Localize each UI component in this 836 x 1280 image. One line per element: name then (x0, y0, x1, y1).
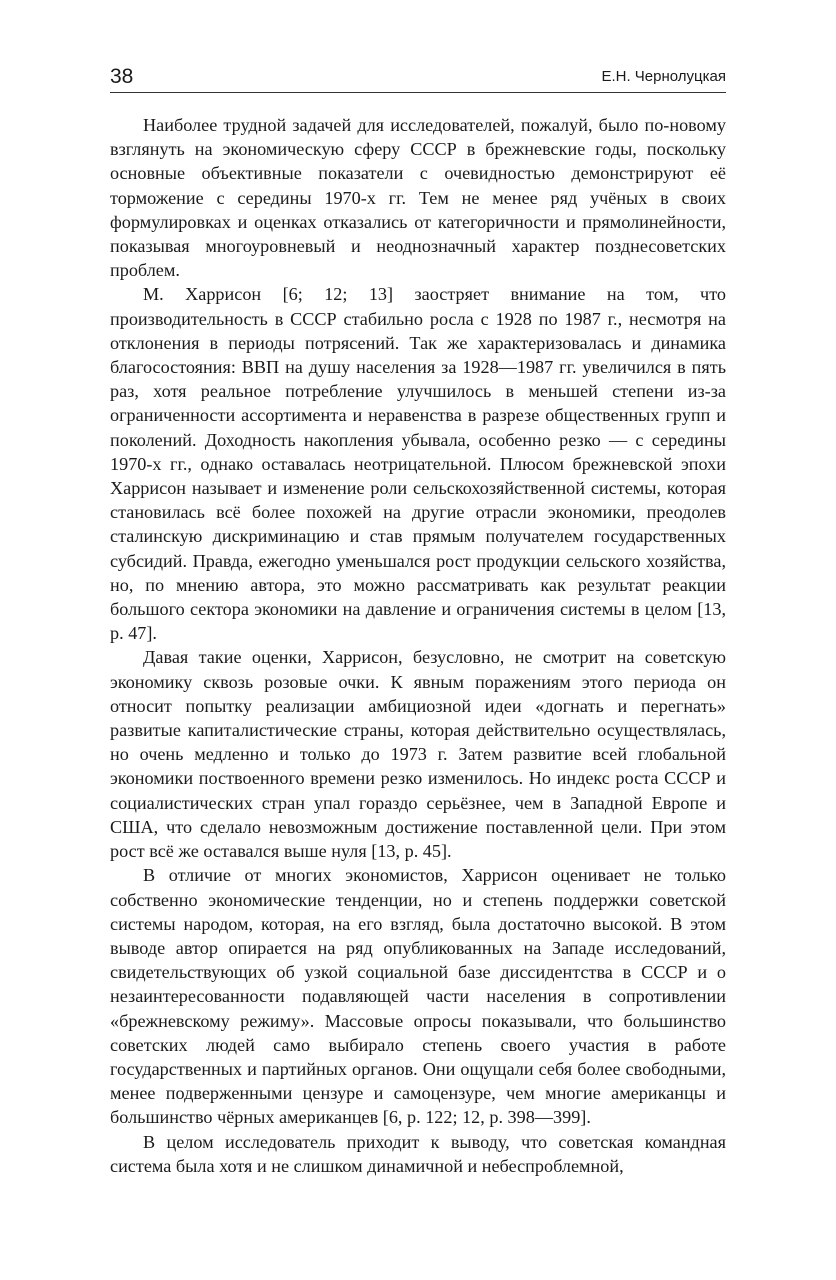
header-rule (110, 92, 726, 93)
paragraph: Наиболее трудной задачей для исследователей, пожалуй, было по-новому взглянуть на экономическую сферу СССР в брежневские годы, поскольку основные объективные показатели с очевидностью демонстрируют её торможение с середины 1970-х гг. Тем не менее ряд учёных в своих формулировках и оценках отказались от категоричности и прямолинейности, показывая многоуровневый и неоднозначный характер позднесоветских проблем. (110, 115, 726, 281)
page-header (110, 64, 726, 94)
body-text (110, 113, 726, 1178)
page-number: 38 (110, 65, 134, 88)
paragraph: М. Харрисон [6; 12; 13] заостряет внимание на том, что производительность в СССР стабильно росла с 1928 по 1987 г., несмотря на отклонения в периоды потрясений. Так же характеризовалась и динамика благосостояния: ВВП на душу населения за 1928—1987 гг. увеличился в пять раз, хотя реальное потребление улучшилось в меньшей степени из-за ограниченности ассортимента и неравенства в разрезе общественных групп и поколений. Доходность накопления убывала, особенно резко — с середины 1970-х гг., однако оставалась неотрицательной. Плюсом брежневской эпохи Харрисон называет и изменение роли сельскохозяйственной системы, которая становилась всё более похожей на другие отрасли экономики, преодолев сталинскую дискриминацию и став прямым получателем государственных субсидий. Правда, ежегодно уменьшался рост продукции сельского хозяйства, но, по мнению автора, это можно рассматривать как результат реакции большого сектора экономики на давление и ограничения системы в целом [13, p. 47]. (110, 284, 726, 644)
running-head-author: Е.Н. Чернолуцкая (601, 68, 726, 85)
paragraph: В отличие от многих экономистов, Харрисон оценивает не только собственно экономические тенденции, но и степень поддержки советской системы народом, которая, на его взгляд, была достаточно высокой. В этом выводе автор опирается на ряд опубликованных на Западе исследований, свидетельствующих об узкой социальной базе диссидентства в СССР и о незаинтересованности подавляющей части населения в сопротивлении «брежневскому режиму». Массовые опросы показывали, что большинство советских людей само выбирало степень своего участия в работе государственных и партийных органов. Они ощущали себя более свободными, менее подверженными цензуре и самоцензуре, чем многие американцы и большинство чёрных американцев [6, p. 122; 12, p. 398—399]. (110, 865, 726, 1128)
paragraph: Давая такие оценки, Харрисон, безусловно, не смотрит на советскую экономику сквозь розовые очки. К явным поражениям этого периода он относит попытку реализации амбициозной идеи «догнать и перегнать» развитые капиталистические страны, которая действительно осуществлялась, но очень медленно и только до 1973 г. Затем развитие всей глобальной экономики поствоенного времени резко изменилось. Но индекс роста СССР и социалистических стран упал гораздо серьёзнее, чем в Западной Европе и США, что сделало невозможным достижение поставленной цели. При этом рост всё же оставался выше нуля [13, p. 45]. (110, 647, 726, 862)
paragraph: В целом исследователь приходит к выводу, что советская командная система была хотя и не слишком динамичной и небеспроблемной, (110, 1131, 726, 1176)
